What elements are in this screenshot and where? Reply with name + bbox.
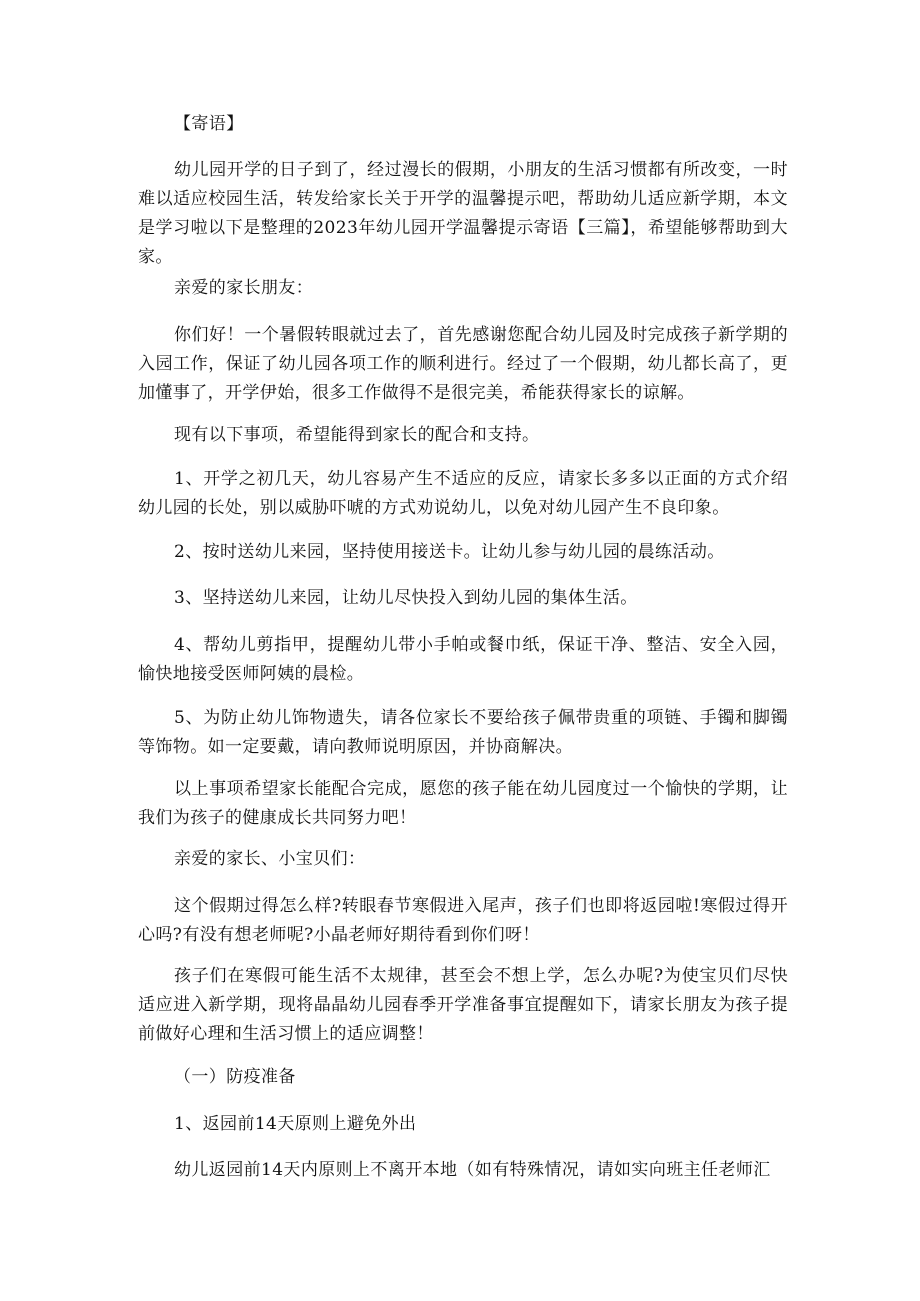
letter1-opening-paragraph: 你们好！一个暑假转眼就过去了，首先感谢您配合幼儿园及时完成孩子新学期的入园工作，保证了幼儿园各项工作的顺利进行。经过了一个假期，幼儿都长高了，更加懂事了，开学伊始，很多工作做得不是很完美，希能获得家长的谅解。 xyxy=(138,325,788,403)
letter1-item-2: 2、按时送幼儿来园，坚持使用接送卡。让幼儿参与幼儿园的晨练活动。 xyxy=(174,542,725,562)
letter1-request-line: 现有以下事项，希望能得到家长的配合和支持。 xyxy=(174,425,540,445)
epidemic-item-1-body: 幼儿返园前14天内原则上不离开本地（如有特殊情况，请如实向班主任老师汇 xyxy=(174,1160,771,1180)
letter2-opening: 这个假期过得怎么样?转眼春节寒假进入尾声，孩子们也即将返园啦!寒假过得开心吗?有没有想老师呢?小晶老师好期待看到你们呀！ xyxy=(138,896,788,945)
section-heading-epidemic-prep: （一）防疫准备 xyxy=(174,1067,296,1087)
letter1-item-5: 5、为防止幼儿饰物遗失，请各位家长不要给孩子佩带贵重的项链、手镯和脚镯等饰物。如一定要戴，请向教师说明原因，并协商解决。 xyxy=(138,708,788,757)
greeting-parents-and-kids: 亲爱的家长、小宝贝们： xyxy=(174,849,366,869)
letter1-item-4: 4、帮幼儿剪指甲，提醒幼儿带小手帕或餐巾纸，保证干净、整洁、安全入园，愉快地接受医师阿姨的晨检。 xyxy=(138,635,788,684)
letter1-closing: 以上事项希望家长能配合完成，愿您的孩子能在幼儿园度过一个愉快的学期，让我们为孩子的健康成长共同努力吧！ xyxy=(138,779,788,828)
letter2-preparation: 孩子们在寒假可能生活不太规律，甚至会不想上学，怎么办呢?为使宝贝们尽快适应进入新学期，现将晶晶幼儿园春季开学准备事宜提醒如下，请家长朋友为孩子提前做好心理和生活习惯上的适应调整！ xyxy=(138,966,788,1044)
intro-paragraph: 幼儿园开学的日子到了，经过漫长的假期，小朋友的生活习惯都有所改变，一时难以适应校园生活，转发给家长关于开学的温馨提示吧，帮助幼儿适应新学期，本文是学习啦以下是整理的2023年幼儿园开学温馨提示寄语【三篇】，希望能够帮助到大家。 xyxy=(138,160,788,267)
letter1-item-3: 3、坚持送幼儿来园，让幼儿尽快投入到幼儿园的集体生活。 xyxy=(174,588,638,608)
letter1-item-1: 1、开学之初几天，幼儿容易产生不适应的反应，请家长多多以正面的方式介绍幼儿园的长处，别以威胁吓唬的方式劝说幼儿，以免对幼儿园产生不良印象。 xyxy=(138,469,788,518)
section-heading-jiyu: 【寄语】 xyxy=(174,114,244,134)
epidemic-item-1-title: 1、返园前14天原则上避免外出 xyxy=(174,1114,417,1134)
greeting-parents: 亲爱的家长朋友： xyxy=(174,278,314,298)
